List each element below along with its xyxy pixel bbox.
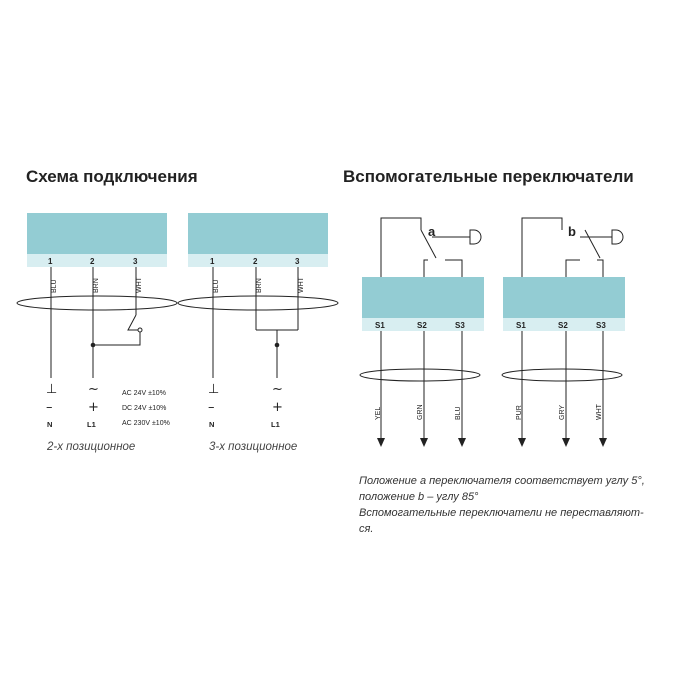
cable-bundle: [17, 296, 177, 310]
switch-letter: a: [428, 224, 436, 239]
terminal-label: L1: [87, 420, 96, 429]
pin-label: 3: [295, 257, 300, 266]
pin-label: S3: [596, 321, 606, 330]
wire-color-label: BLU: [51, 279, 58, 293]
ac-symbol: ~: [88, 382, 99, 397]
pin-label: 2: [90, 257, 95, 266]
aux-switch-a: [360, 218, 484, 447]
pin-label: S2: [558, 321, 568, 330]
contact-point: [138, 328, 142, 332]
wire-color-label: BLU: [455, 406, 462, 420]
switch-block: [503, 277, 625, 318]
note-line: Вспомогательные переключатели не переставляют-: [359, 507, 644, 519]
pin-label: 1: [48, 257, 53, 266]
pin-label: 1: [210, 257, 215, 266]
switch-lever: [381, 218, 421, 277]
pin-label: S1: [375, 321, 385, 330]
contact-s2: [424, 260, 428, 277]
terminal-strip: [188, 254, 328, 267]
terminal-label: L1: [271, 420, 280, 429]
pin-label: 3: [133, 257, 138, 266]
pin-label: 2: [253, 257, 258, 266]
pin-label: S3: [455, 321, 465, 330]
switch-contact: [93, 315, 140, 345]
wire-color-label: WHT: [136, 277, 143, 293]
contact-s3: [445, 260, 462, 277]
wire-color-label: PUR: [516, 405, 523, 420]
note-line: Положение a переключателя соответствует углу 5°,: [359, 475, 645, 487]
arrow-head: [420, 438, 428, 447]
junction-dot: [91, 343, 96, 348]
junction-dot: [275, 343, 280, 348]
wire-color-label: BRN: [256, 278, 263, 293]
pin-label: S2: [417, 321, 427, 330]
wire-color-label: GRY: [559, 404, 566, 420]
plus-symbol: +: [88, 400, 99, 415]
plus-symbol: +: [272, 400, 283, 415]
arrow-head: [562, 438, 570, 447]
cable-bundle: [502, 369, 622, 381]
wire-color-label: WHT: [298, 277, 305, 293]
note-line: положение b – углу 85°: [359, 491, 479, 503]
arrow-head: [599, 438, 607, 447]
switch-knob: [470, 230, 481, 244]
arrow-head: [458, 438, 466, 447]
actuator-block: [188, 213, 328, 254]
contact-arm: [585, 230, 600, 258]
aux-switch-b: [502, 218, 625, 447]
two-position-caption: 2-х позиционное: [47, 441, 136, 453]
three-position-diagram: [178, 213, 338, 453]
ground-symbol: ⊥: [46, 382, 58, 397]
arrow-head: [518, 438, 526, 447]
wire-color-label: BRN: [93, 278, 100, 293]
aux-switch-note: [359, 475, 645, 535]
cable-bundle: [178, 296, 338, 310]
two-position-diagram: [17, 213, 177, 453]
supply-spec: DC 24V ±10%: [122, 405, 167, 412]
ac-symbol: ~: [272, 382, 283, 397]
terminal-label: N: [209, 420, 215, 429]
aux-switches-heading: Вспомогательные переключатели: [343, 167, 634, 186]
supply-spec: AC 230V ±10%: [122, 420, 170, 427]
terminal-label: N: [47, 420, 53, 429]
actuator-block: [27, 213, 167, 254]
switch-block: [362, 277, 484, 318]
note-line: ся.: [359, 523, 374, 535]
ground-symbol: ⊥: [208, 382, 220, 397]
pin-label: S1: [516, 321, 526, 330]
wiring-heading: Схема подключения: [26, 167, 198, 186]
minus-symbol: –: [208, 400, 215, 415]
switch-letter: b: [568, 224, 576, 239]
three-position-caption: 3-х позиционное: [209, 441, 298, 453]
wire-color-label: WHT: [596, 404, 603, 420]
supply-spec: AC 24V ±10%: [122, 390, 166, 397]
minus-symbol: –: [46, 400, 53, 415]
wire-color-label: BLU: [213, 279, 220, 293]
contact-s3: [597, 260, 603, 277]
switch-knob: [612, 230, 623, 244]
wire-color-label: GRN: [417, 404, 424, 420]
switch-lever: [522, 218, 562, 277]
arrow-head: [377, 438, 385, 447]
contact-s2: [566, 260, 580, 277]
wire-color-label: YEL: [375, 406, 382, 420]
